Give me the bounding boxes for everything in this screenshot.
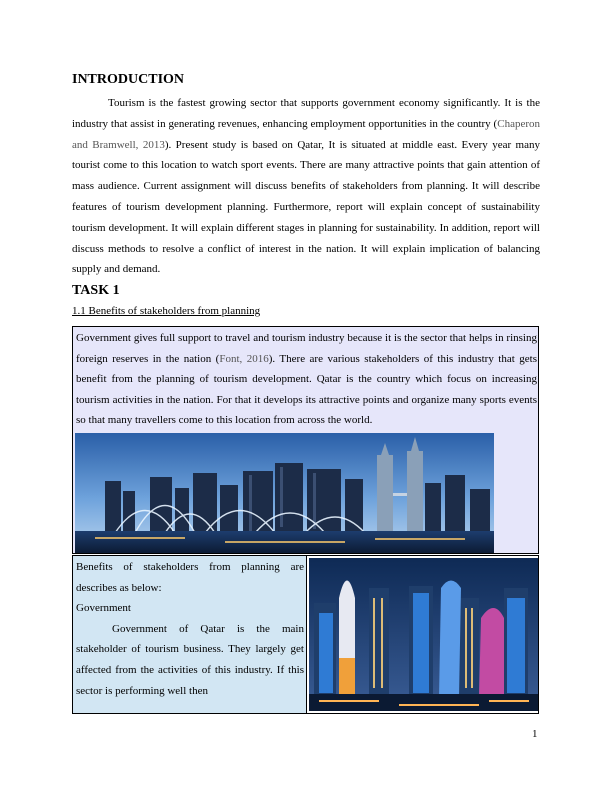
intro-citation: Chaperon and Bramwell, 2013 [72, 117, 540, 151]
benefits-text-panel [73, 556, 307, 713]
benefits-box [72, 555, 539, 714]
benefits-text [76, 557, 304, 701]
kuala-lumpur-skyline-image [75, 433, 494, 553]
stakeholder-box [72, 326, 539, 554]
task-heading: TASK 1 [72, 283, 120, 298]
benefits-intro-line: Benefits of stakeholders from planning are describes as below: [76, 561, 304, 594]
intro-text-b: ). Present study is based on Qatar, It is situated at middle east. Every year many tourist come to this location to watch sport events. There are many attractive points that gain attention of mass audience. Current assignment will discuss benefits of stakeholders from planning. It will describe features of tourism development planning. Furthermore, report will explain concept of sustainability tourism development. It will explain different stages in planning for sustainability. In addition, report will discuss methods to resolve a conflict of interest in the nation. It will explain implication of balancing supply and demand. [72, 138, 541, 276]
box1-text-a: Government gives full support to travel and tourism industry because it is the sector that helps in rinsing foreign reserves in the nation ( [76, 332, 537, 365]
box1-citation: Font, 2016 [219, 352, 269, 365]
introduction-paragraph [72, 93, 540, 280]
government-label: Government [76, 602, 131, 615]
intro-text-a: Tourism is the fastest growing sector that supports government economy significantly. It is the industry that assist in generating revenues, enhancing employment opportunities in the country ( [72, 97, 540, 130]
task-subheading: 1.1 Benefits of stakeholders from planning [72, 305, 261, 317]
doha-skyline-image [309, 558, 538, 711]
stakeholder-box-text [76, 328, 537, 431]
box1-text-b: ). There are various stakeholders of this industry that gets benefit from the planning of tourism development. Qatar is the country which focus on increasing tourism activities in the nation. For that it develops its attractive points and organize many sports events so that many travellers come to this location from across the world. [76, 352, 537, 427]
introduction-heading: INTRODUCTION [72, 72, 185, 87]
page-number: 1 [532, 728, 538, 740]
government-paragraph [76, 619, 304, 701]
government-text: Government of Qatar is the main stakeholder of tourism business. They largely get affected from the activities of this industry. If this sector is performing well then [76, 622, 304, 697]
